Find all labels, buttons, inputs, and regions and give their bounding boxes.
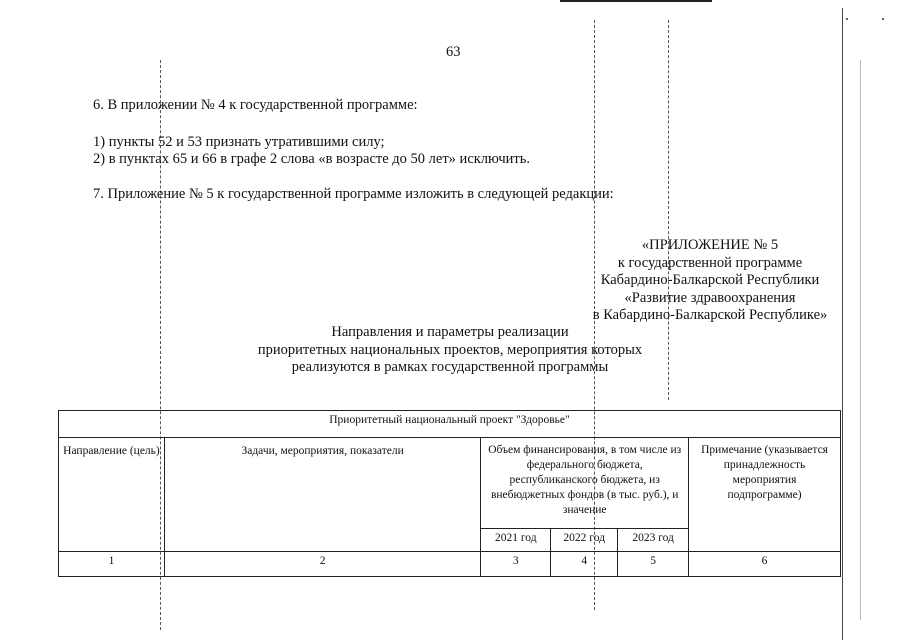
top-rule <box>560 0 712 2</box>
column-number: 1 <box>59 552 165 577</box>
header-year-2023: 2023 год <box>618 529 689 552</box>
column-number: 3 <box>481 552 551 577</box>
scan-edge <box>842 8 843 640</box>
column-number: 6 <box>689 552 841 577</box>
paragraph-6: 6. В приложении № 4 к государственной программе: <box>93 97 418 113</box>
appendix-line-4: «Развитие здравоохранения <box>624 290 796 306</box>
column-number: 2 <box>164 552 480 577</box>
appendix-line-3: Кабардино-Балкарской Республики <box>600 272 820 288</box>
column-number: 5 <box>618 552 689 577</box>
paragraph-6-item-1: 1) пункты 52 и 53 признать утратившими силу; <box>93 134 385 150</box>
scan-edge <box>860 60 861 620</box>
heading-line-1: Направления и параметры реализации <box>331 324 569 340</box>
projects-table <box>58 410 841 577</box>
paragraph-7: 7. Приложение № 5 к государственной программе изложить в следующей редакции: <box>93 186 614 202</box>
header-direction: Направление (цель) <box>59 438 165 552</box>
appendix-line-1: «ПРИЛОЖЕНИЕ № 5 <box>641 237 779 253</box>
header-year-2022: 2022 год <box>551 529 618 552</box>
header-tasks: Задачи, мероприятия, показатели <box>164 438 480 552</box>
column-number: 4 <box>551 552 618 577</box>
header-note: Примечание (указывается принадлежность мероприятия подпрограмме) <box>689 438 841 552</box>
heading-line-2: приоритетных национальных проектов, мероприятия которых <box>257 342 643 358</box>
appendix-line-5: в Кабардино-Балкарской Республике» <box>592 307 828 323</box>
header-year-2021: 2021 год <box>481 529 551 552</box>
table-title: Приоритетный национальный проект "Здоровье" <box>59 411 841 438</box>
heading-line-3: реализуются в рамках государственной программы <box>291 359 609 375</box>
paragraph-6-item-2: 2) в пунктах 65 и 66 в графе 2 слова «в возрасте до 50 лет» исключить. <box>93 151 530 167</box>
speck <box>846 18 848 20</box>
header-financing: Объем финансирования, в том числе из федерального бюджета, республиканского бюджета, из внебюджетных фондов (в тыс. руб.), и значение <box>481 438 689 529</box>
appendix-line-2: к государственной программе <box>617 255 803 271</box>
page-number: 63 <box>446 44 461 60</box>
speck <box>882 18 884 20</box>
